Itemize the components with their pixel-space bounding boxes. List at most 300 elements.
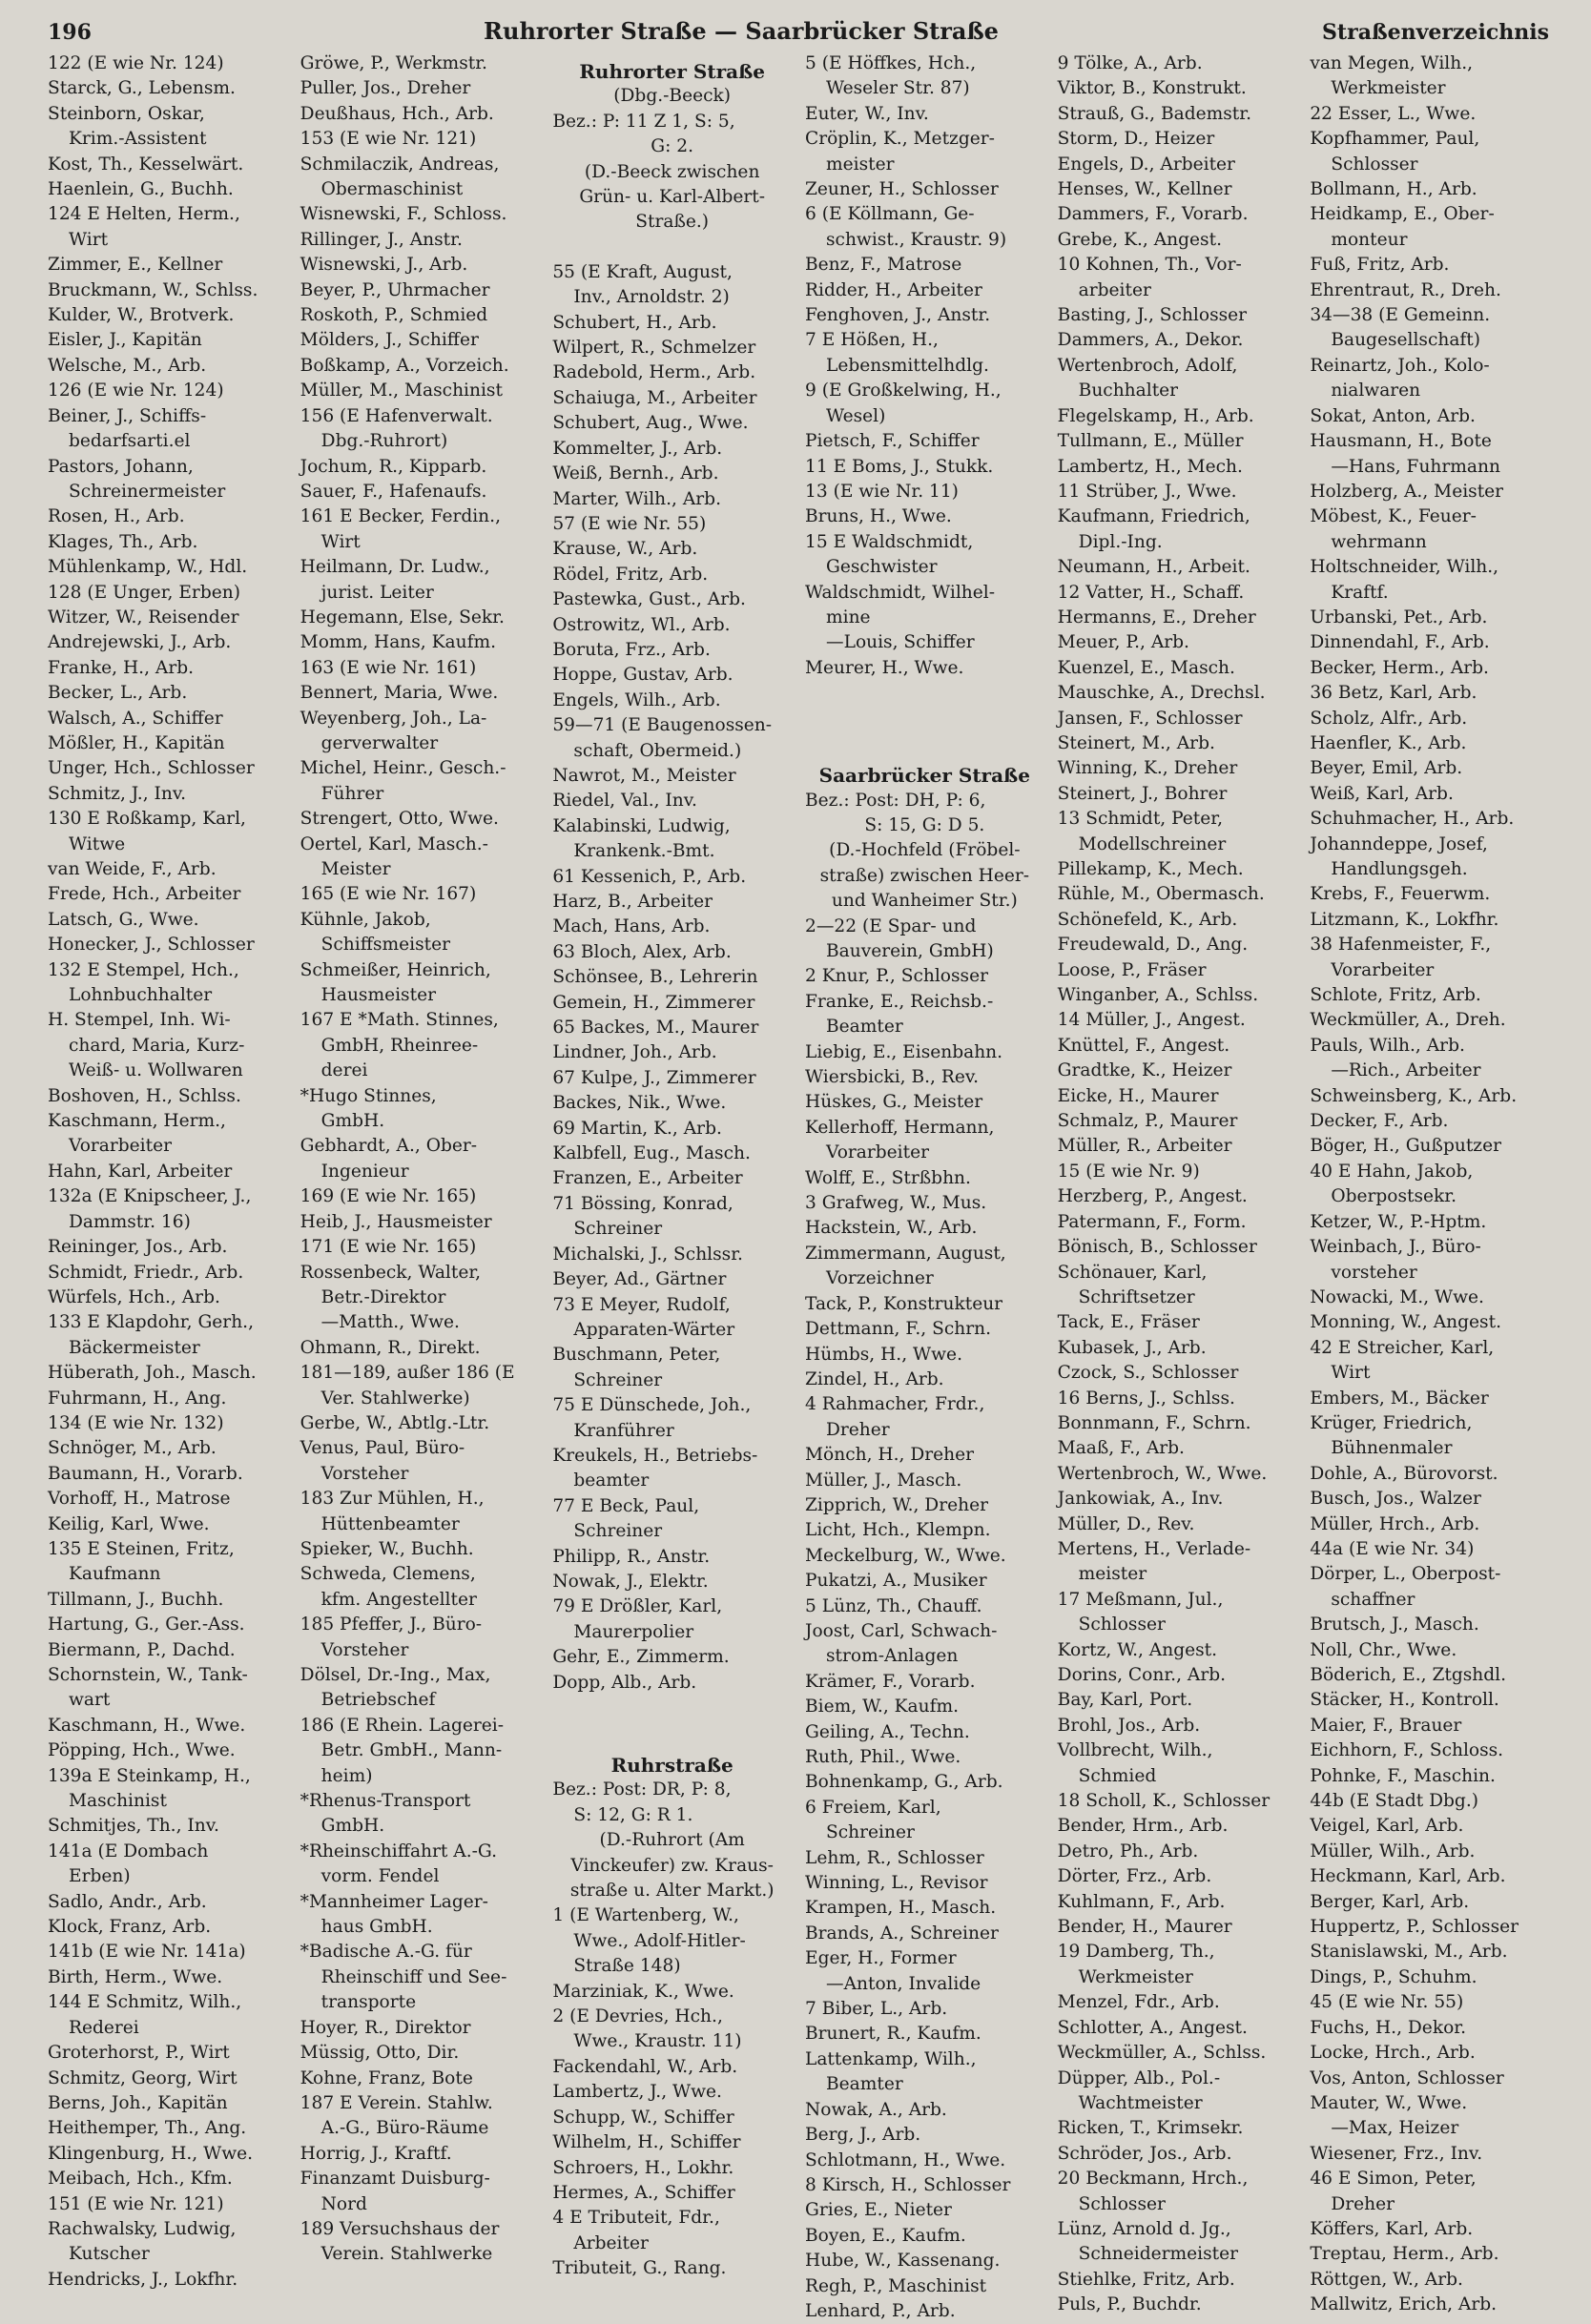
directory-entry: Mölders, J., Schiffer <box>300 330 479 351</box>
directory-entry: 5 Lünz, Th., Chauff. <box>805 1595 982 1616</box>
directory-entry: Dinnendahl, F., Arb. <box>1310 632 1490 653</box>
directory-entry: Brunert, R., Kaufm. <box>805 2024 981 2045</box>
directory-entry: Busch, Jos., Walzer <box>1310 1489 1481 1510</box>
directory-entry: Fenghoven, J., Anstr. <box>805 305 991 326</box>
directory-entry: Führer <box>320 783 384 804</box>
directory-entry: Wertenbroch, W., Wwe. <box>1057 1463 1268 1484</box>
directory-entry: Ruth, Phil., Wwe. <box>805 1747 961 1767</box>
directory-entry: mine <box>826 607 871 627</box>
directory-entry: 151 (E wie Nr. 121) <box>48 2193 224 2214</box>
directory-entry: Bender, Hrm., Arb. <box>1057 1816 1229 1837</box>
directory-entry: Sauer, F., Hafenaufs. <box>300 481 487 502</box>
directory-entry: 12 Vatter, H., Schaff. <box>1057 582 1245 603</box>
directory-entry: 16 Berns, J., Schlss. <box>1057 1388 1235 1409</box>
directory-entry: Sokat, Anton, Arb. <box>1310 405 1476 426</box>
directory-entry: Hüttenbeamter <box>320 1513 460 1534</box>
directory-entry: Bonnmann, F., Schrn. <box>1057 1412 1251 1433</box>
directory-entry: Buchhalter <box>1078 380 1179 401</box>
directory-entry: Groterhorst, P., Wirt <box>48 2043 230 2064</box>
directory-entry: 181—189, außer 186 (E <box>300 1363 515 1384</box>
directory-entry: Philipp, R., Anstr. <box>552 1546 711 1567</box>
directory-entry: Steinert, J., Bohrer <box>1057 783 1228 804</box>
directory-entry: Starck, G., Lebensm. <box>48 78 236 99</box>
directory-entry: —Max, Heizer <box>1331 2118 1459 2139</box>
directory-entry: Schlotmann, H., Wwe. <box>805 2149 1006 2170</box>
directory-entry: und Wanheimer Str.) <box>831 891 1018 912</box>
directory-entry: Ridder, H., Arbeiter <box>805 279 982 300</box>
directory-entry: Regh, P., Maschinist <box>805 2275 987 2296</box>
page-header <box>48 17 1549 51</box>
directory-entry: Lindner, Joh., Arb. <box>552 1042 717 1063</box>
directory-entry: nialwaren <box>1331 380 1421 401</box>
directory-entry: Storm, D., Heizer <box>1057 129 1215 150</box>
directory-entry: Klages, Th., Arb. <box>48 531 198 552</box>
directory-entry: 7 Biber, L., Arb. <box>805 1999 948 2020</box>
directory-entry: schaffner <box>1331 1589 1415 1610</box>
directory-entry: Dörter, Frz., Arb. <box>1057 1866 1212 1887</box>
directory-entry: Michalski, J., Schlssr. <box>552 1244 743 1265</box>
directory-entry: Menzel, Fdr., Arb. <box>1057 1992 1220 2013</box>
directory-entry: Vorhoff, H., Matrose <box>48 1489 231 1510</box>
directory-entry: Schroers, H., Lokhr. <box>552 2157 734 2178</box>
directory-entry: 163 (E wie Nr. 161) <box>300 657 477 678</box>
directory-entry: Winganber, A., Schlss. <box>1057 985 1259 1006</box>
directory-entry: 45 (E wie Nr. 55) <box>1310 1992 1464 2013</box>
directory-entry: 15 (E wie Nr. 9) <box>1057 1161 1200 1182</box>
column-2 <box>300 51 540 2324</box>
directory-entry: Schmeißer, Heinrich, <box>300 959 491 980</box>
directory-entry: Harz, B., Arbeiter <box>552 892 713 912</box>
directory-entry: Gemein, H., Zimmerer <box>552 992 755 1013</box>
directory-entry: Brutsch, J., Masch. <box>1310 1614 1479 1635</box>
directory-entry: heim) <box>320 1765 373 1786</box>
directory-entry: Schmitz, Georg, Wirt <box>48 2067 238 2088</box>
directory-entry: Schupp, W., Schiffer <box>552 2107 734 2128</box>
directory-entry: Buschmann, Peter, <box>552 1345 721 1366</box>
directory-entry: Vorarbeiter <box>69 1136 172 1157</box>
directory-entry: 11 Strüber, J., Wwe. <box>1057 481 1237 502</box>
directory-entry: Ketzer, W., P.-Hptm. <box>1310 1211 1487 1232</box>
directory-entry: Bez.: P: 11 Z 1, S: 5, <box>552 111 735 132</box>
directory-entry: Mallwitz, Erich, Arb. <box>1310 2294 1498 2315</box>
directory-entry: Vollbrecht, Wilh., <box>1057 1740 1213 1761</box>
directory-entry: wehrmann <box>1331 531 1427 552</box>
directory-entry: Meckelburg, W., Wwe. <box>805 1545 1006 1566</box>
directory-entry: S: 15, G: D 5. <box>864 814 985 835</box>
directory-entry: Schmitz, J., Inv. <box>48 783 187 804</box>
directory-entry: Weckmüller, A., Dreh. <box>1310 1010 1506 1031</box>
directory-entry: Noll, Chr., Wwe. <box>1310 1639 1457 1660</box>
directory-entry: Latsch, G., Wwe. <box>48 909 199 930</box>
directory-entry: *Mannheimer Lager- <box>300 1891 488 1912</box>
directory-entry: Bühnenmaler <box>1331 1438 1453 1459</box>
directory-entry: Lattenkamp, Wilh., <box>805 2048 977 2069</box>
directory-entry: Krause, W., Arb. <box>552 539 698 560</box>
directory-entry: 9 Tölke, A., Arb. <box>1057 53 1203 73</box>
directory-entry <box>805 681 1044 706</box>
directory-entry: Wirt <box>69 229 109 250</box>
directory-entry: Engels, Wilh., Arb. <box>552 689 721 710</box>
directory-entry: Wwe., Adolf-Hitler- <box>573 1930 746 1951</box>
directory-entry: Baugesellschaft) <box>1331 330 1481 351</box>
directory-entry: Vinckeufer) zw. Kraus- <box>570 1855 774 1876</box>
directory-entry: Kutscher <box>69 2244 150 2265</box>
directory-entry: Veigel, Karl, Arb. <box>1310 1816 1464 1837</box>
directory-entry: Obermaschinist <box>320 179 464 200</box>
directory-entry: Scholz, Alfr., Arb. <box>1310 708 1468 729</box>
directory-entry: 6 Freiem, Karl, <box>805 1797 941 1818</box>
directory-entry: Düpper, Alb., Pol.- <box>1057 2067 1221 2088</box>
directory-entry: Oberpostsekr. <box>1331 1186 1457 1207</box>
directory-entry: Liebig, E., Eisenbahn. <box>805 1041 1003 1062</box>
directory-entry: chard, Maria, Kurz- <box>69 1035 245 1056</box>
directory-entry: 67 Kulpe, J., Zimmerer <box>552 1067 756 1088</box>
directory-entry: Meibach, Hch., Kfm. <box>48 2169 233 2190</box>
directory-entry: Tack, E., Fräser <box>1057 1312 1200 1333</box>
directory-entry: Nord <box>320 2193 367 2214</box>
directory-entry: Dohle, A., Bürovorst. <box>1310 1463 1498 1484</box>
directory-entry: Krämer, F., Vorarb. <box>805 1671 976 1692</box>
directory-entry: schaft, Obermeid.) <box>573 740 742 761</box>
directory-entry: Kaschmann, Herm., <box>48 1111 226 1132</box>
directory-entry: 189 Versuchshaus der <box>300 2218 500 2239</box>
directory-entry: Dörper, L., Oberpost- <box>1310 1564 1501 1585</box>
directory-entry: 5 (E Höffkes, Hch., <box>805 53 977 73</box>
directory-entry: Finanzamt Duisburg- <box>300 2169 490 2190</box>
directory-entry: Schreinermeister <box>69 481 226 502</box>
directory-entry: G: 2. <box>651 136 694 157</box>
directory-entry: Heithemper, Th., Ang. <box>48 2118 247 2139</box>
directory-entry: gerverwalter <box>320 732 439 753</box>
directory-entry: Berns, Joh., Kapitän <box>48 2092 228 2113</box>
directory-entry: Wiesener, Frz., Inv. <box>1310 2143 1483 2164</box>
directory-entry: Kortz, W., Angest. <box>1057 1639 1218 1660</box>
column-5 <box>1058 51 1297 2324</box>
directory-entry: Schlosser <box>1331 154 1418 175</box>
directory-entry: Bäckermeister <box>69 1337 200 1358</box>
directory-entry: Kuenzel, E., Masch. <box>1057 657 1235 678</box>
directory-entry: Bohnenkamp, G., Arb. <box>805 1772 1003 1793</box>
directory-entry: Klingenburg, H., Wwe. <box>48 2143 254 2164</box>
directory-entry: —Rich., Arbeiter <box>1331 1060 1481 1081</box>
directory-entry: 36 Betz, Karl, Arb. <box>1310 683 1477 704</box>
directory-entry: wart <box>69 1690 111 1711</box>
directory-entry: Fackendahl, W., Arb. <box>552 2056 738 2077</box>
directory-entry: Engels, D., Arbeiter <box>1057 154 1235 175</box>
directory-entry: Keilig, Karl, Wwe. <box>48 1513 210 1534</box>
directory-entry: Jochum, R., Kipparb. <box>300 456 487 477</box>
directory-entry: 128 (E Unger, Erben) <box>48 582 240 603</box>
directory-entry: 17 Meßmann, Jul., <box>1057 1589 1224 1610</box>
directory-entry: Hoyer, R., Direktor <box>300 2017 471 2038</box>
directory-entry: Dammers, A., Dekor. <box>1057 330 1244 351</box>
directory-entry: Bez.: Post: DR, P: 8, <box>552 1779 732 1800</box>
directory-entry: Vorsteher <box>320 1463 409 1484</box>
directory-entry: 34—38 (E Gemeinn. <box>1310 305 1491 326</box>
directory-entry: Oertel, Karl, Masch.- <box>300 833 488 854</box>
directory-entry: Erben) <box>69 1866 131 1887</box>
directory-entry: 141b (E wie Nr. 141a) <box>48 1942 246 1963</box>
directory-entry: —Matth., Wwe. <box>320 1312 460 1333</box>
directory-entry: Knüttel, F., Angest. <box>1057 1035 1230 1056</box>
directory-entry: Beyer, P., Uhrmacher <box>300 279 490 300</box>
directory-entry: Lambertz, J., Wwe. <box>552 2082 722 2103</box>
directory-entry: Kuhlmann, F., Arb. <box>1057 1891 1226 1912</box>
directory-entry: Würfels, Hch., Arb. <box>48 1286 220 1307</box>
directory-entry: Schmidt, Friedr., Arb. <box>48 1262 244 1283</box>
directory-entry: straße u. Alter Markt.) <box>569 1881 775 1902</box>
directory-entry: 186 (E Rhein. Lagerei- <box>300 1715 504 1736</box>
directory-entry: Grün- u. Karl-Albert- <box>579 187 766 208</box>
directory-entry: 1 (E Wartenberg, W., <box>552 1905 739 1926</box>
directory-entry: Euter, W., Inv. <box>805 103 929 124</box>
directory-entry: Heib, J., Hausmeister <box>300 1211 492 1232</box>
directory-entry: straße) zwischen Heer- <box>819 865 1030 886</box>
directory-entry: 171 (E wie Nr. 165) <box>300 1237 477 1258</box>
directory-entry: Bay, Karl, Port. <box>1057 1690 1193 1711</box>
directory-entry: Lehm, R., Schlosser <box>805 1847 984 1868</box>
directory-entry: Fuhrmann, H., Ang. <box>48 1388 227 1409</box>
directory-entry: Venus, Paul, Büro- <box>300 1438 465 1459</box>
directory-entry: Vorarbeiter <box>1331 959 1435 980</box>
directory-entry: Mönch, H., Dreher <box>805 1445 975 1466</box>
directory-entry: strom-Anlagen <box>826 1646 959 1667</box>
directory-entry: Schlote, Fritz, Arb. <box>1310 985 1481 1006</box>
directory-entry: Vorzeichner <box>826 1268 934 1289</box>
directory-entry: Welsche, M., Arb. <box>48 355 207 376</box>
directory-entry: Kopfhammer, Paul, <box>1310 129 1480 150</box>
directory-entry: Schneidermeister <box>1078 2244 1238 2265</box>
directory-entry: Embers, M., Bäcker <box>1310 1388 1489 1409</box>
directory-entry: Rederei <box>69 2017 139 2038</box>
directory-entry: Pauls, Wilh., Arb. <box>1310 1035 1465 1056</box>
directory-entry: Schiffsmeister <box>320 935 450 956</box>
directory-entry: 185 Pfeffer, J., Büro- <box>300 1614 483 1635</box>
directory-entry: 132a (E Knipscheer, J., <box>48 1186 252 1207</box>
directory-entry: Schmitjes, Th., Inv. <box>48 1816 219 1837</box>
directory-entry: Zimmermann, August, <box>805 1243 1006 1264</box>
directory-entry: Werkmeister <box>1078 1966 1193 1987</box>
directory-entry: Böderich, E., Ztgshdl. <box>1310 1665 1507 1685</box>
directory-entry: Riedel, Val., Inv. <box>552 791 697 812</box>
directory-entry: Hartung, G., Ger.-Ass. <box>48 1614 245 1635</box>
directory-entry: Weseler Str. 87) <box>826 78 970 99</box>
directory-entry: Ostrowitz, Wl., Arb. <box>552 614 731 635</box>
directory-entry: Hermanns, E., Dreher <box>1057 607 1256 627</box>
directory-entry: 73 E Meyer, Rudolf, <box>552 1294 731 1315</box>
directory-entry: Betr.-Direktor <box>320 1286 446 1307</box>
directory-entry: Bennert, Maria, Wwe. <box>300 683 499 704</box>
directory-entry: GmbH, Rheinree- <box>320 1035 479 1056</box>
directory-entry: Schweinsberg, K., Arb. <box>1310 1085 1518 1106</box>
column-3 <box>552 51 792 2324</box>
directory-entry: Kost, Th., Kesselwärt. <box>48 154 244 175</box>
directory-entry: 61 Kessenich, P., Arb. <box>552 866 747 887</box>
directory-entry: Michel, Heinr., Gesch.- <box>300 758 506 779</box>
directory-entry: Monning, W., Angest. <box>1310 1312 1501 1333</box>
directory-entry: Basting, J., Schlosser <box>1057 305 1248 326</box>
directory-entry: Freudewald, D., Ang. <box>1057 935 1249 956</box>
directory-entry: Böger, H., Gußputzer <box>1310 1136 1501 1157</box>
directory-entry: Steinert, M., Arb. <box>1057 732 1215 753</box>
directory-entry: Nowak, A., Arb. <box>805 2099 947 2120</box>
directory-entry: Maschinist <box>69 1791 167 1812</box>
directory-entry: Meurer, H., Wwe. <box>805 657 964 678</box>
directory-entry: Maier, F., Brauer <box>1310 1715 1462 1736</box>
directory-entry: —Anton, Invalide <box>826 1973 981 1994</box>
directory-entry: 135 E Steinen, Fritz, <box>48 1538 235 1559</box>
directory-entry: Handlungsgeh. <box>1331 859 1468 879</box>
directory-entry: Pohnke, F., Maschin. <box>1310 1765 1496 1786</box>
directory-entry: Dölsel, Dr.-Ing., Max, <box>300 1665 491 1685</box>
directory-entry: Werkmeister <box>1331 78 1446 99</box>
directory-entry: Wiersbicki, B., Rev. <box>805 1067 980 1088</box>
directory-entry: Strengert, Otto, Wwe. <box>300 809 499 830</box>
directory-entry: Mach, Hans, Arb. <box>552 916 711 937</box>
directory-entry: Schönsee, B., Lehrerin <box>552 967 758 988</box>
directory-entry: Nowak, J., Elektr. <box>552 1571 709 1592</box>
directory-entry: Hube, W., Kassenang. <box>805 2251 1001 2272</box>
directory-entry: 126 (E wie Nr. 124) <box>48 380 224 401</box>
directory-entry: Franzen, E., Arbeiter <box>552 1168 743 1189</box>
directory-entry: Heilmann, Dr. Ludw., <box>300 557 490 578</box>
directory-entry: Marziniak, K., Wwe. <box>552 1981 734 2002</box>
directory-entry: Boruta, Frz., Arb. <box>552 639 711 660</box>
directory-entry: 22 Esser, L., Wwe. <box>1310 103 1477 124</box>
directory-entry: Klock, Franz, Arb. <box>48 1917 212 1938</box>
directory-entry: haus GmbH. <box>320 1917 433 1938</box>
directory-entry: Lünz, Arnold d. Jg., <box>1057 2218 1231 2239</box>
directory-entry: Rillinger, J., Anstr. <box>300 229 463 250</box>
directory-entry: Dammers, F., Vorarb. <box>1057 204 1249 225</box>
directory-entry: Bruckmann, W., Schlss. <box>48 279 258 300</box>
directory-entry: *Rhenus-Transport <box>300 1791 471 1812</box>
directory-entry: 11 E Boms, J., Stukk. <box>805 456 994 477</box>
directory-entry: Schriftsetzer <box>1078 1286 1195 1307</box>
directory-entry: 18 Scholl, K., Schlosser <box>1057 1791 1271 1812</box>
directory-entry: Müller, J., Masch. <box>805 1470 962 1491</box>
directory-entry: Rödel, Fritz, Arb. <box>552 564 709 585</box>
directory-entry: Beiner, J., Schiffs- <box>48 405 207 426</box>
directory-entry: —Hans, Fuhrmann <box>1331 456 1500 477</box>
directory-entry: Hermes, A., Schiffer <box>552 2182 735 2203</box>
directory-entry: Dopp, Alb., Arb. <box>552 1672 697 1693</box>
directory-entry: Sadlo, Andr., Arb. <box>48 1891 207 1912</box>
directory-entry: Hüberath, Joh., Masch. <box>48 1363 257 1384</box>
directory-entry: Stanislawski, M., Arb. <box>1310 1942 1508 1963</box>
directory-entry: transporte <box>320 1992 417 2013</box>
directory-entry: Flegelskamp, H., Arb. <box>1057 405 1254 426</box>
directory-entry: Haenfler, K., Arb. <box>1310 732 1467 753</box>
street-heading: Ruhrorter Straße <box>579 60 765 83</box>
directory-entry: Hackstein, W., Arb. <box>805 1218 978 1239</box>
directory-entry: Mößler, H., Kapitän <box>48 732 225 753</box>
directory-entry: 3 Grafweg, W., Mus. <box>805 1193 987 1214</box>
directory-entry: bedarfsarti.el <box>69 431 191 452</box>
directory-entry: Rossenbeck, Walter, <box>300 1262 482 1283</box>
directory-entry: 8 Kirsch, H., Schlosser <box>805 2174 1011 2195</box>
directory-entry: 134 (E wie Nr. 132) <box>48 1412 224 1433</box>
page-title: Ruhrorter Straße — Saarbrücker Straße <box>484 17 999 45</box>
directory-entry: 2 (E Devries, Hch., <box>552 2006 723 2027</box>
directory-entry: Vorarbeiter <box>826 1142 929 1163</box>
directory-entry: Wisnewski, J., Arb. <box>300 255 468 276</box>
directory-entry: Benz, F., Matrose <box>805 255 962 276</box>
directory-entry: Berger, Karl, Arb. <box>1310 1891 1470 1912</box>
directory-entry: 9 (E Großkelwing, H., <box>805 380 1002 401</box>
directory-entry: Jansen, F., Schlosser <box>1057 708 1243 729</box>
directory-entry: Krankenk.-Bmt. <box>573 841 715 862</box>
directory-entry: Meister <box>320 859 391 879</box>
directory-entry: Kommelter, J., Arb. <box>552 438 723 459</box>
directory-entry: Straße.) <box>635 212 710 233</box>
directory-entry: Gehr, E., Zimmerm. <box>552 1647 730 1668</box>
directory-entry: 165 (E wie Nr. 167) <box>300 884 477 905</box>
directory-entry: van Weide, F., Arb. <box>48 859 217 879</box>
directory-entry: 2—22 (E Spar- und <box>805 915 977 936</box>
directory-entry: Andrejewski, J., Arb. <box>48 632 232 653</box>
directory-entry: Franke, H., Arb. <box>48 657 195 678</box>
directory-entry: Weiß- u. Wollwaren <box>69 1060 243 1081</box>
directory-entry: Litzmann, K., Lokfhr. <box>1310 909 1499 930</box>
directory-entry: 144 E Schmitz, Wilh., <box>48 1992 242 2013</box>
column-1 <box>48 51 287 2324</box>
directory-entry: Bruns, H., Wwe. <box>805 506 952 527</box>
directory-entry: 19 Damberg, Th., <box>1057 1942 1215 1963</box>
directory-entry: 6 (E Köllmann, Ge- <box>805 204 975 225</box>
directory-entry: 169 (E wie Nr. 165) <box>300 1186 477 1207</box>
directory-entry: 132 E Stempel, Hch., <box>48 959 239 980</box>
directory-entry: Schmilaczik, Andreas, <box>300 154 500 175</box>
directory-entry: Kühnle, Jakob, <box>300 909 431 930</box>
directory-entry: Gebhardt, A., Ober- <box>300 1136 478 1157</box>
directory-entry: Weiß, Karl, Arb. <box>1310 783 1454 804</box>
directory-entry: *Hugo Stinnes, <box>300 1085 437 1106</box>
directory-entry: (Dbg.-Beeck) <box>613 86 732 107</box>
directory-entry: Gerbe, W., Abtlg.-Ltr. <box>300 1412 490 1433</box>
directory-entry: Waldschmidt, Wilhel- <box>805 582 996 603</box>
directory-entry: Ver. Stahlwerke) <box>320 1388 470 1409</box>
directory-entry: 77 E Beck, Paul, <box>552 1495 700 1516</box>
directory-entry: Witwe <box>69 833 126 854</box>
directory-entry: Tack, P., Konstrukteur <box>805 1293 1003 1314</box>
directory-entry: Dreher <box>1331 2193 1395 2214</box>
directory-entry: Schubert, H., Arb. <box>552 312 717 333</box>
directory-entry: Walsch, A., Schiffer <box>48 708 223 729</box>
directory-entry: Eisler, J., Kapitän <box>48 330 202 351</box>
section-title: Straßenverzeichnis <box>1322 20 1549 45</box>
directory-entry: 44b (E Stadt Dbg.) <box>1310 1791 1478 1812</box>
directory-entry: Detro, Ph., Arb. <box>1057 1841 1199 1861</box>
directory-entry: 38 Hafenmeister, F., <box>1310 935 1492 956</box>
directory-entry: Tillmann, J., Buchh. <box>48 1589 224 1610</box>
directory-entry: Weckmüller, A., Schlss. <box>1057 2043 1267 2064</box>
directory-entry: Backes, Nik., Wwe. <box>552 1093 727 1114</box>
directory-entry: 75 E Dünschede, Joh., <box>552 1395 752 1416</box>
directory-entry: Beamter <box>826 1017 903 1038</box>
directory-entry: Berg, J., Arb. <box>805 2125 921 2146</box>
directory-entry: 71 Bössing, Konrad, <box>552 1193 734 1214</box>
directory-entry: Kulder, W., Brotverk. <box>48 305 235 326</box>
directory-entry: Ohmann, R., Direkt. <box>300 1337 481 1358</box>
directory-entry: Geschwister <box>826 557 938 578</box>
directory-entry: 4 E Tributeit, Fdr., <box>552 2208 720 2229</box>
directory-entry: Schreiner <box>573 1219 663 1240</box>
directory-entry: Bez.: Post: DH, P: 6, <box>805 790 986 811</box>
directory-entry: Brands, A., Schreiner <box>805 1923 999 1944</box>
directory-entry: Pastors, Johann, <box>48 456 194 477</box>
directory-entry: 4 Rahmacher, Frdr., <box>805 1394 985 1415</box>
